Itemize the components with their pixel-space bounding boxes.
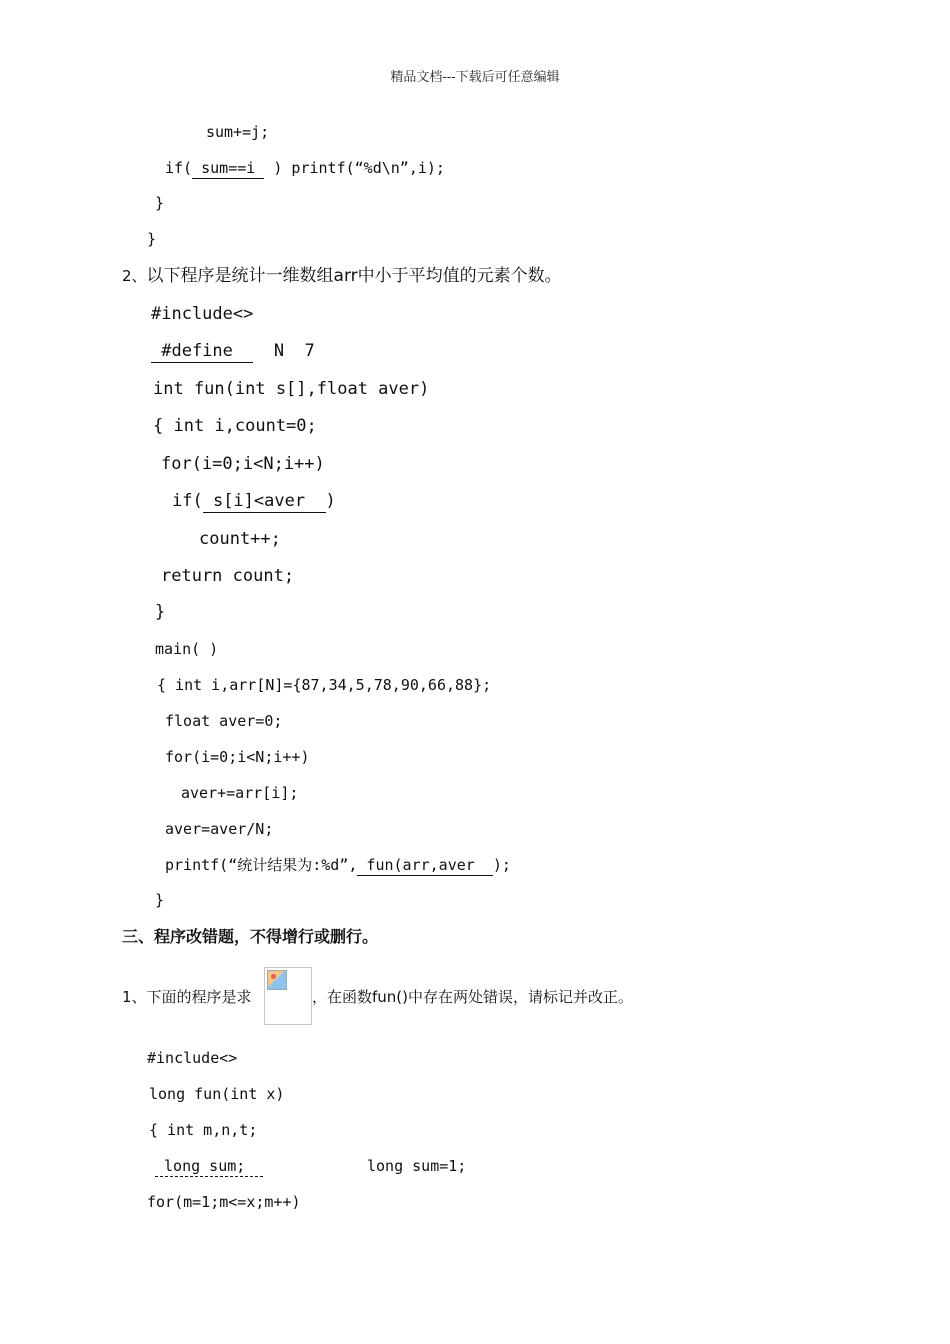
code-line-wrong xyxy=(155,1159,263,1174)
code-line: #include<> xyxy=(147,1049,238,1067)
code-line: for(m=1;m<=x;m++) xyxy=(147,1193,301,1211)
code-line: float aver=0; xyxy=(165,712,283,730)
error-mark: long sum; xyxy=(155,1157,264,1175)
code-line: { int i,count=0; xyxy=(153,416,317,436)
answer-blank: #define xyxy=(151,341,254,361)
code-line: sum+=j; xyxy=(206,123,270,141)
code-line: for(i=0;i<N;i++) xyxy=(165,748,310,766)
code-line: aver=aver/N; xyxy=(165,820,274,838)
answer-blank: sum==i xyxy=(192,159,265,177)
code-line: aver+=arr[i]; xyxy=(181,784,299,802)
answer-blank: fun(arr,aver xyxy=(357,856,493,874)
section-title: 三、程序改错题，不得增行或删行。 xyxy=(122,927,379,946)
question-3-1-suffix: ，在函数fun()中存在两处错误，请标记并改正。 xyxy=(312,988,634,1006)
code-line-if: if( s[i]<aver ) xyxy=(172,491,336,511)
code-line: long fun(int x) xyxy=(149,1085,285,1103)
question-3-1-prefix: 1、下面的程序是求 xyxy=(122,988,252,1006)
code-line: main( ) xyxy=(155,640,219,658)
code-line: } xyxy=(155,194,165,212)
code-line-correction: long sum=1; xyxy=(367,1157,467,1175)
answer-blank: s[i]<aver xyxy=(202,491,326,511)
code-line: for(i=0;i<N;i++) xyxy=(161,454,325,474)
code-line: } xyxy=(155,891,165,909)
code-line: return count; xyxy=(161,566,295,586)
code-line: { int i,arr[N]={87,34,5,78,90,66,88}; xyxy=(157,676,492,694)
code-line: count++; xyxy=(199,529,281,549)
code-line-printf: printf(“统计结果为:%d”, fun(arr,aver ); xyxy=(165,856,511,874)
code-line: int fun(int s[],float aver) xyxy=(153,379,430,399)
broken-image-icon xyxy=(267,970,287,990)
code-line: #include<> xyxy=(151,304,254,324)
code-line: } xyxy=(155,602,166,622)
formula-image xyxy=(264,967,312,1025)
code-line-define: #define N 7 xyxy=(151,341,315,361)
page-header: 精品文档---下载后可任意编辑 xyxy=(390,70,560,85)
code-line-if: if( sum==i ) printf(“%d\n”,i); xyxy=(165,159,445,177)
code-line: } xyxy=(147,230,157,248)
code-line: { int m,n,t; xyxy=(149,1121,258,1139)
question-2: 2、以下程序是统计一维数组arr中小于平均值的元素个数。 xyxy=(122,266,562,286)
